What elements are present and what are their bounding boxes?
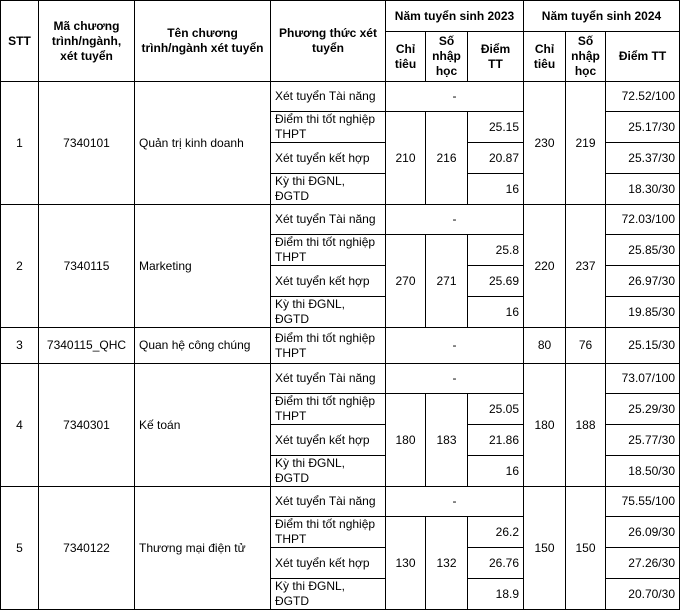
score-2023-cell: - [386, 82, 524, 112]
header-quota-2023: Chỉ tiêu [386, 32, 426, 82]
quota-2023-cell: 270 [386, 235, 426, 328]
enrolled-2024-cell: 76 [566, 328, 606, 364]
score-2023-cell: 26.2 [468, 517, 524, 548]
method-cell: Kỳ thi ĐGNL, ĐGTD [271, 456, 386, 487]
enrolled-2023-cell: 216 [426, 112, 468, 205]
score-2023-cell: - [386, 487, 524, 517]
method-cell: Xét tuyển Tài năng [271, 205, 386, 235]
header-quota-2024: Chỉ tiêu [524, 32, 566, 82]
score-2023-cell: 26.76 [468, 548, 524, 579]
code-cell: 7340301 [39, 364, 135, 487]
header-code: Mã chương trình/ngành, xét tuyển [39, 1, 135, 82]
score-2023-cell: - [386, 364, 524, 394]
score-2023-cell: 16 [468, 456, 524, 487]
score-2024-cell: 18.50/30 [606, 456, 680, 487]
enrolled-2024-cell: 188 [566, 364, 606, 487]
code-cell: 7340101 [39, 82, 135, 205]
enrolled-2024-cell: 219 [566, 82, 606, 205]
name-cell: Quan hệ công chúng [135, 328, 271, 364]
stt-cell: 1 [1, 82, 39, 205]
score-2024-cell: 25.37/30 [606, 143, 680, 174]
score-2024-cell: 25.17/30 [606, 112, 680, 143]
score-2023-cell: 20.87 [468, 143, 524, 174]
method-cell: Điểm thi tốt nghiệp THPT [271, 112, 386, 143]
score-2023-cell: - [386, 205, 524, 235]
method-cell: Xét tuyển Tài năng [271, 364, 386, 394]
method-cell: Xét tuyển Tài năng [271, 487, 386, 517]
enrolled-2023-cell: 132 [426, 517, 468, 610]
score-2023-cell: 16 [468, 297, 524, 328]
method-cell: Điểm thi tốt nghiệp THPT [271, 517, 386, 548]
score-2023-cell: 25.69 [468, 266, 524, 297]
table-row [1, 82, 680, 112]
method-cell: Điểm thi tốt nghiệp THPT [271, 235, 386, 266]
enrolled-2023-cell: 183 [426, 394, 468, 487]
enrolled-2024-cell: 237 [566, 205, 606, 328]
score-2023-cell: 18.9 [468, 579, 524, 610]
code-cell: 7340122 [39, 487, 135, 610]
score-2024-cell: 25.29/30 [606, 394, 680, 425]
table-row [1, 487, 680, 517]
name-cell: Quản trị kinh doanh [135, 82, 271, 205]
code-cell: 7340115 [39, 205, 135, 328]
enrolled-2023-cell: 271 [426, 235, 468, 328]
header-stt: STT [1, 1, 39, 82]
stt-cell: 3 [1, 328, 39, 364]
stt-cell: 2 [1, 205, 39, 328]
score-2023-cell: 25.05 [468, 394, 524, 425]
method-cell: Xét tuyển kết hợp [271, 266, 386, 297]
score-2024-cell: 19.85/30 [606, 297, 680, 328]
table-row [1, 328, 680, 364]
score-2023-cell: - [386, 328, 524, 364]
name-cell: Kế toán [135, 364, 271, 487]
method-cell: Kỳ thi ĐGNL, ĐGTD [271, 579, 386, 610]
score-2024-cell: 72.52/100 [606, 82, 680, 112]
method-cell: Xét tuyển kết hợp [271, 143, 386, 174]
score-2024-cell: 27.26/30 [606, 548, 680, 579]
score-2024-cell: 25.15/30 [606, 328, 680, 364]
header-score-2024: Điểm TT [606, 32, 680, 82]
score-2023-cell: 25.8 [468, 235, 524, 266]
header-enrolled-2024: Số nhập học [566, 32, 606, 82]
method-cell: Xét tuyển kết hợp [271, 425, 386, 456]
stt-cell: 5 [1, 487, 39, 610]
name-cell: Thương mại điện tử [135, 487, 271, 610]
quota-2024-cell: 180 [524, 364, 566, 487]
score-2024-cell: 25.77/30 [606, 425, 680, 456]
header-name: Tên chương trình/ngành xét tuyển [135, 1, 271, 82]
quota-2024-cell: 220 [524, 205, 566, 328]
method-cell: Kỳ thi ĐGNL, ĐGTD [271, 297, 386, 328]
score-2024-cell: 25.85/30 [606, 235, 680, 266]
quota-2023-cell: 180 [386, 394, 426, 487]
quota-2024-cell: 80 [524, 328, 566, 364]
score-2023-cell: 16 [468, 174, 524, 205]
enrolled-2024-cell: 150 [566, 487, 606, 610]
method-cell: Điểm thi tốt nghiệp THPT [271, 328, 386, 364]
header-enrolled-2023: Số nhập học [426, 32, 468, 82]
score-2023-cell: 21.86 [468, 425, 524, 456]
header-year-2024: Năm tuyển sinh 2024 [524, 1, 680, 32]
score-2024-cell: 26.97/30 [606, 266, 680, 297]
name-cell: Marketing [135, 205, 271, 328]
score-2024-cell: 18.30/30 [606, 174, 680, 205]
score-2023-cell: 25.15 [468, 112, 524, 143]
quota-2024-cell: 230 [524, 82, 566, 205]
score-2024-cell: 20.70/30 [606, 579, 680, 610]
header-year-2023: Năm tuyển sinh 2023 [386, 1, 524, 32]
table-row [1, 364, 680, 394]
quota-2024-cell: 150 [524, 487, 566, 610]
score-2024-cell: 26.09/30 [606, 517, 680, 548]
score-2024-cell: 75.55/100 [606, 487, 680, 517]
score-2024-cell: 73.07/100 [606, 364, 680, 394]
method-cell: Điểm thi tốt nghiệp THPT [271, 394, 386, 425]
method-cell: Xét tuyển kết hợp [271, 548, 386, 579]
header-score-2023: Điểm TT [468, 32, 524, 82]
table-row [1, 205, 680, 235]
stt-cell: 4 [1, 364, 39, 487]
code-cell: 7340115_QHC [39, 328, 135, 364]
score-2024-cell: 72.03/100 [606, 205, 680, 235]
quota-2023-cell: 130 [386, 517, 426, 610]
method-cell: Xét tuyển Tài năng [271, 82, 386, 112]
header-method: Phương thức xét tuyển [271, 1, 386, 82]
quota-2023-cell: 210 [386, 112, 426, 205]
method-cell: Kỳ thi ĐGNL, ĐGTD [271, 174, 386, 205]
